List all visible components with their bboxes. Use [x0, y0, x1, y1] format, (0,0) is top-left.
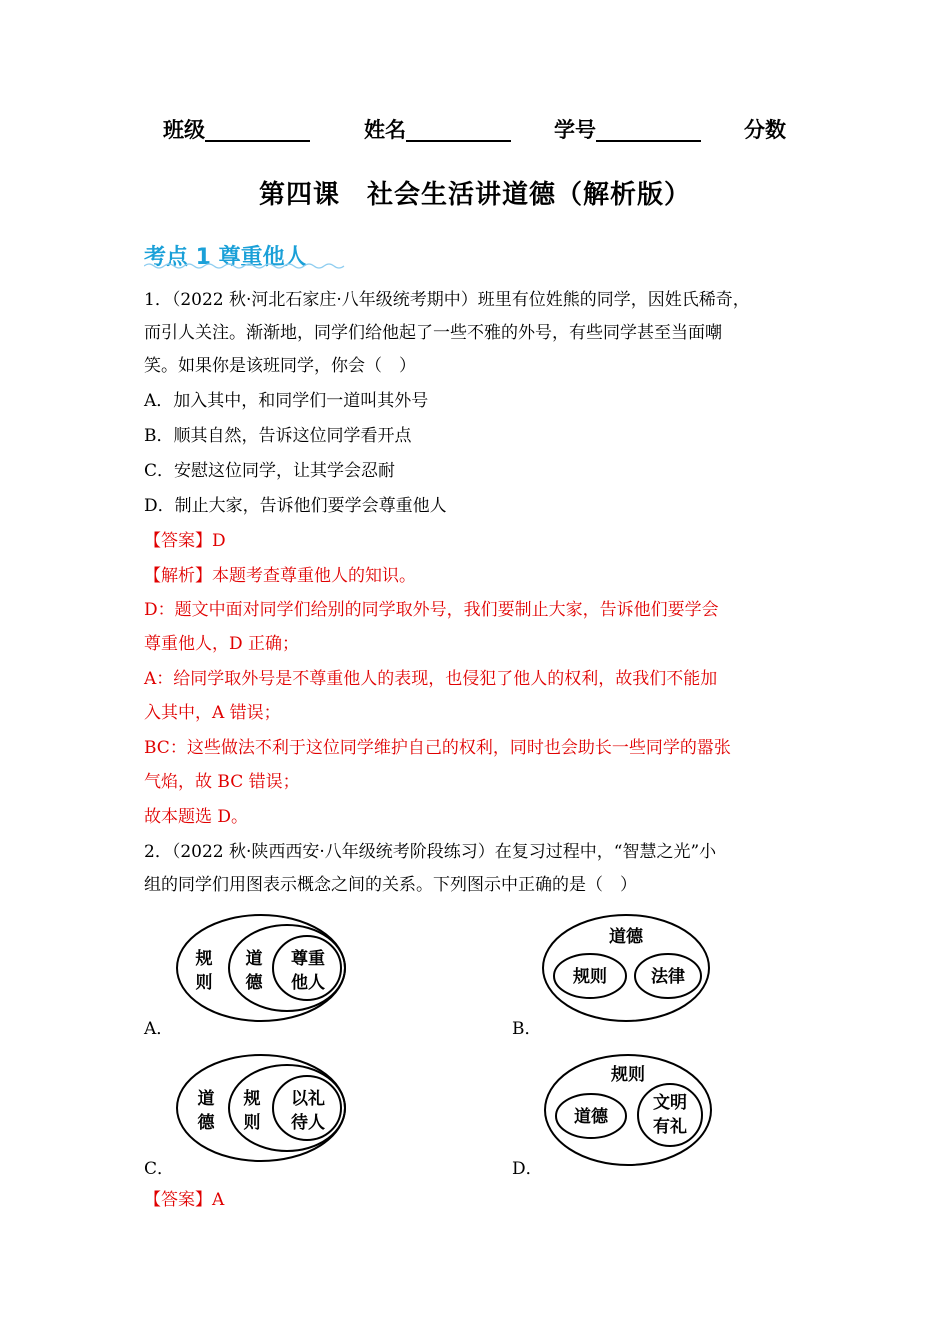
q1-analysis-line: D：题文中面对同学们给别的同学取外号，我们要制止大家，告诉他们要学会	[144, 600, 719, 620]
q1-stem-line: 笑。如果你是该班同学，你会（ ）	[144, 356, 416, 376]
diagram-b-outer-label: 道德	[609, 927, 643, 947]
diagram-a-option-label: A．	[144, 1019, 174, 1039]
diagram-c-option-label: C．	[144, 1159, 175, 1179]
diagram-c-inner-label: 以礼	[291, 1089, 325, 1109]
diagram-b	[540, 912, 714, 1030]
q1-option-b: B．顺其自然，告诉这位同学看开点	[144, 426, 412, 446]
q1-analysis-line: BC：这些做法不利于这位同学维护自己的权利，同时也会助长一些同学的嚣张	[144, 738, 731, 758]
q1-option-c: C．安慰这位同学，让其学会忍耐	[144, 461, 396, 481]
diagram-a	[174, 912, 350, 1030]
q1-stem-line: 而引人关注。渐渐地，同学们给他起了一些不雅的外号，有些同学甚至当面嘲	[144, 323, 722, 343]
diagram-a-middle-label: 道	[245, 949, 263, 969]
diagram-d-left-label: 道德	[574, 1107, 608, 1127]
diagram-d-right-label: 有礼	[653, 1117, 687, 1137]
diagram-d-right-label: 文明	[653, 1093, 687, 1113]
name-field-label: 姓名__________	[364, 118, 511, 142]
q1-analysis-line: A：给同学取外号是不尊重他人的表现，也侵犯了他人的权利，故我们不能加	[144, 669, 718, 689]
page-title: 第四课 社会生活讲道德（解析版）	[258, 180, 691, 210]
diagram-c	[174, 1052, 350, 1170]
diagram-c-middle-label: 规	[243, 1089, 261, 1109]
diagram-c-inner-label: 待人	[291, 1113, 325, 1133]
class-field-label: 班级__________	[163, 118, 310, 142]
diagram-c-outer-label: 道	[197, 1089, 215, 1109]
diagram-a-outer-label: 规	[195, 949, 213, 969]
q1-answer: 【答案】D	[144, 531, 226, 551]
diagram-b-right-label: 法律	[651, 967, 685, 987]
student-id-field-label: 学号__________	[554, 118, 701, 142]
diagram-a-inner-label: 尊重	[291, 949, 325, 969]
diagram-d-outer-label: 规则	[611, 1065, 645, 1085]
q2-answer: 【答案】A	[144, 1190, 225, 1210]
wavy-underline	[144, 262, 350, 270]
q1-analysis-line: 尊重他人，D 正确；	[144, 634, 300, 654]
q2-stem-line: 2．（2022 秋·陕西西安·八年级统考阶段练习）在复习过程中，“智慧之光”小	[144, 842, 717, 862]
score-field-label: 分数	[744, 118, 786, 142]
q1-analysis-line: 入其中，A 错误；	[144, 703, 281, 723]
diagram-a-middle-label: 德	[245, 973, 263, 993]
diagram-c-middle-label: 则	[243, 1113, 261, 1133]
q1-option-d: D．制止大家，告诉他们要学会尊重他人	[144, 496, 447, 516]
diagram-a-outer-label: 则	[195, 973, 213, 993]
diagram-a-inner-label: 他人	[291, 973, 325, 993]
section-heading: 考点 1 尊重他人	[144, 245, 307, 270]
q1-stem-line: 1．（2022 秋·河北石家庄·八年级统考期中）班里有位姓熊的同学，因姓氏稀奇，	[144, 290, 750, 310]
q1-option-a: A．加入其中，和同学们一道叫其外号	[144, 391, 429, 411]
diagram-b-option-label: B．	[512, 1019, 542, 1039]
diagram-c-outer-label: 德	[197, 1113, 215, 1133]
q2-stem-line: 组的同学们用图表示概念之间的关系。下列图示中正确的是（ ）	[144, 875, 637, 895]
diagram-d-option-label: D．	[512, 1159, 543, 1179]
q1-analysis-line: 【解析】本题考查尊重他人的知识。	[144, 566, 416, 586]
diagram-b-left-label: 规则	[573, 967, 607, 987]
q1-analysis-line: 气焰，故 BC 错误；	[144, 772, 300, 792]
diagram-d	[542, 1052, 718, 1176]
q1-analysis-line: 故本题选 D。	[144, 807, 249, 827]
